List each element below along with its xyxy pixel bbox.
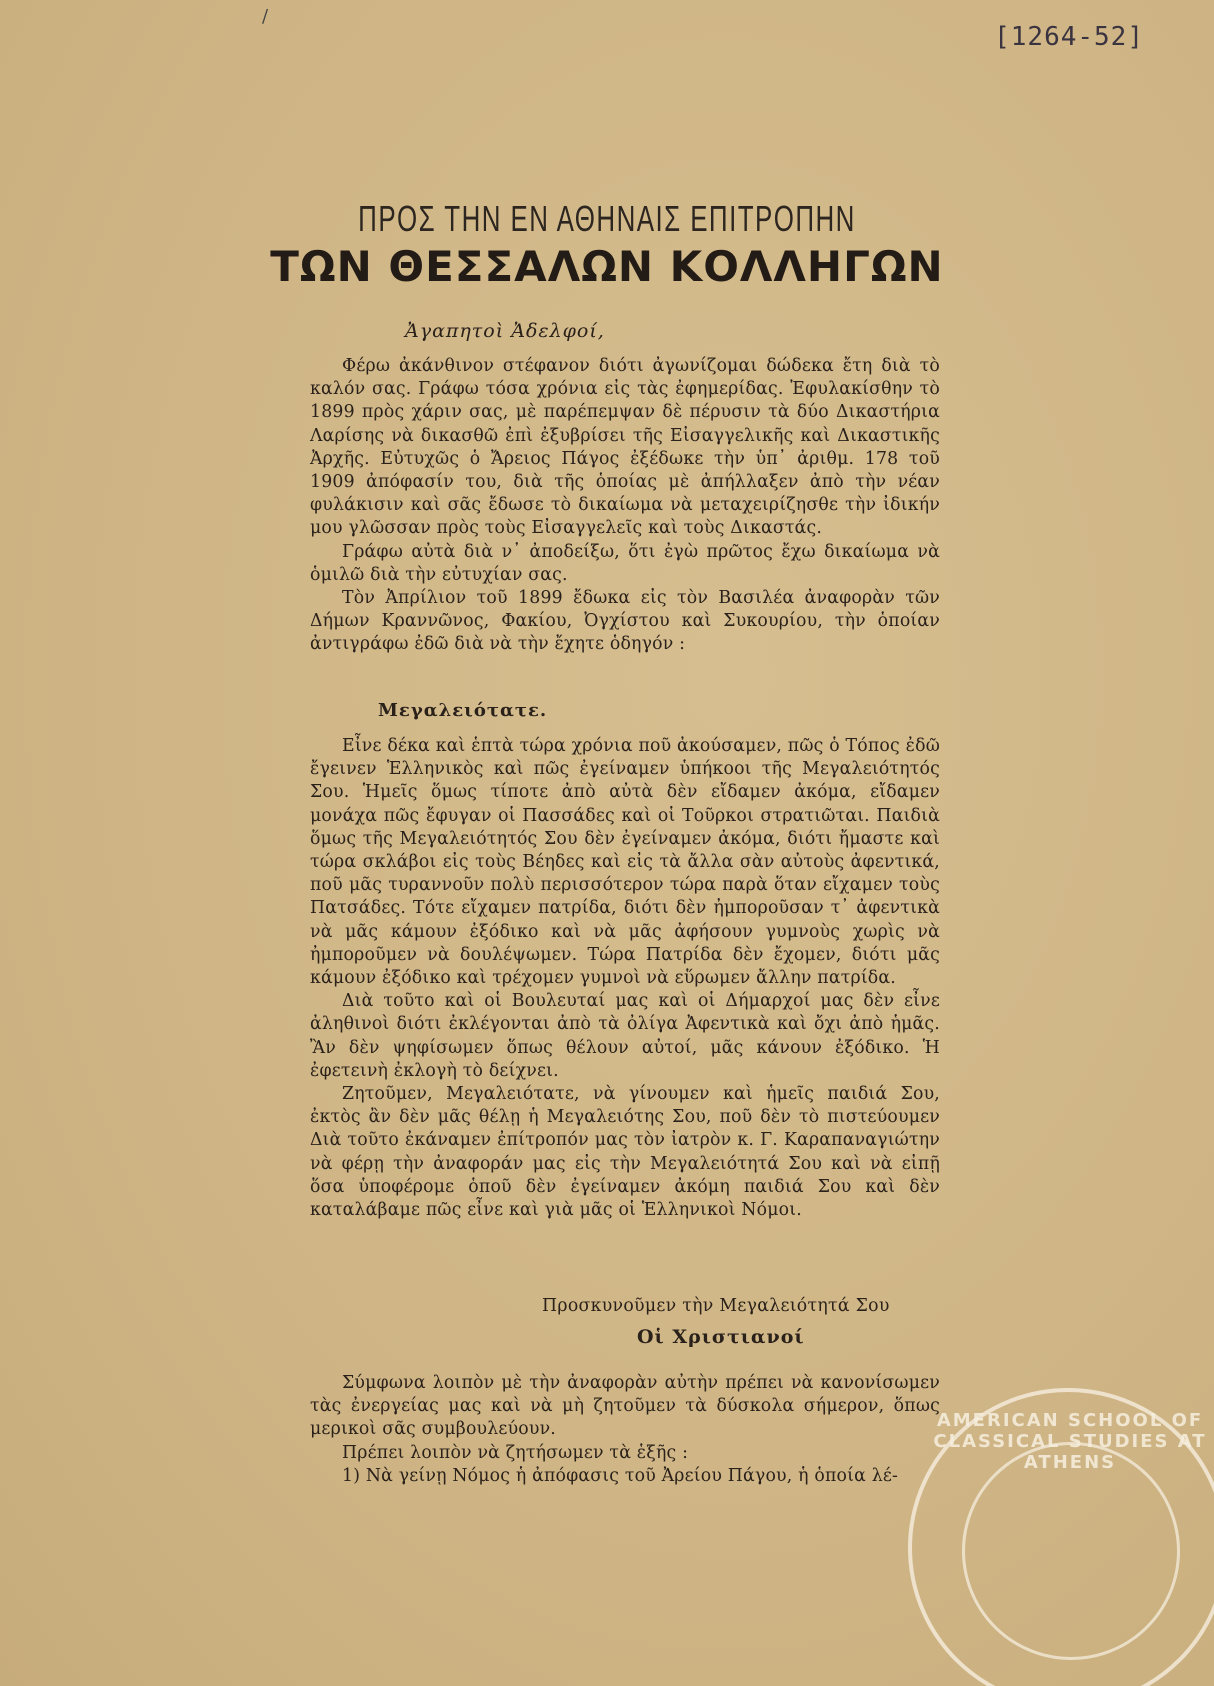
paragraph: Γράφω αὐτὰ διὰ ν᾽ ἀποδείξω, ὅτι ἐγὼ πρῶτος ἔχω δικαίωμα νὰ ὁμιλῶ διὰ τὴν εὐτυχίαν σας.: [310, 541, 940, 585]
paragraph: Φέρω ἀκάνθινον στέφανον διότι ἀγωνίζομαι δώδεκα ἔτη διὰ τὸ καλόν σας. Γράφω τόσα χρόνια εἰς τὰς ἐφημερίδας. Ἐφυλακίσθην τὸ 1899 πρὸς χάριν σας, μὲ παρέπεμψαν δὲ πέρυσιν τὰ δύο Δικαστήρια Λαρίσης νὰ δικασθῶ ἐπὶ ἐξυβρίσει τῆς Εἰσαγγελικῆς καὶ Δικαστικῆς Ἀρχῆς. Εὐτυχῶς ὁ Ἄρειος Πάγος ἐξέδωκε τὴν ὑπ᾽ ἀριθμ. 178 τοῦ 1909 ἀπόφασίν του, διὰ τῆς ὁποίας μὲ ἀπήλλαξεν ἀπὸ τὴν νέαν φυλάκισιν καὶ σᾶς ἔδωσε τὸ δικαίωμα νὰ μεταχειρίζησθε τὴν ἰδικήν μου γλῶσσαν πρὸς τοὺς Εἰσαγγελεῖς καὶ τοὺς Δικαστάς.: [310, 356, 940, 539]
paragraph: Εἶνε δέκα καὶ ἑπτὰ τώρα χρόνια ποῦ ἀκούσαμεν, πῶς ὁ Τόπος ἐδῶ ἔγεινεν Ἑλληνικὸς καὶ πῶς ἐγείναμεν ὑπήκοοι τῆς Μεγαλειότητός Σου. Ἡμεῖς ὅμως τίποτε ἀπὸ αὐτὰ δὲν εἴδαμεν ἀκόμα, εἴδαμεν μονάχα πῶς ἔφυγαν οἱ Πασσάδες καὶ οἱ Τοῦρκοι στρατιῶται. Παιδιὰ ὅμως τῆς Μεγαλειότητός Σου δὲν ἐγείναμεν ἀκόμα, διότι ἤμαστε καὶ τώρα σκλάβοι εἰς τοὺς Βέηδες καὶ εἰς τὰ ἄλλα σὰν αὐτοὺς ἀφεντικά, ποῦ μᾶς τυραννοῦν πολὺ περισσότερον τώρα παρὰ ὅταν εἴχαμεν τοὺς Πατσάδες. Τότε εἴχαμεν πατρίδα, διότι δὲν ἠμποροῦσαν τ᾽ ἀφεντικὰ νὰ μᾶς κάμουν ἐξόδικο καὶ νὰ μᾶς ἀφήσουν γυμνοὺς χωρὶς νὰ ἠμποροῦμεν νὰ δουλέψωμεν. Τώρα Πατρίδα δὲν ἔχομεν, διότι μᾶς κάμουν ἐξόδικο καὶ τρέχομεν γυμνοὶ νὰ εὕρωμεν ἄλλην πατρίδα.: [310, 736, 940, 989]
library-stamp: [908, 1388, 1214, 1686]
archive-reference: [1264-52]: [994, 22, 1144, 52]
paragraph: 1) Νὰ γείνῃ Νόμος ἡ ἀπόφασις τοῦ Ἀρείου Πάγου, ἡ ὁποία λέ-: [342, 1465, 899, 1486]
signature: Οἱ Χριστιανοί: [637, 1326, 805, 1348]
after-text: [310, 1372, 940, 1488]
petition-text: [310, 735, 940, 1222]
title-line-1: ΠΡΟΣ ΤΗΝ ΕΝ ΑΘΗΝΑΙΣ ΕΠΙΤΡΟΠΗΝ: [358, 198, 856, 239]
paragraph: Τὸν Ἀπρίλιον τοῦ 1899 ἔδωκα εἰς τὸν Βασιλέα ἀναφορὰν τῶν Δήμων Κραννῶνος, Φακίου, Ὀγχίστου καὶ Συκουρίου, τὴν ὁποίαν ἀντιγράφω ἐδῶ διὰ νὰ τὴν ἔχητε ὁδηγόν :: [310, 588, 940, 655]
salutation: Ἀγαπητοὶ Ἀδελφοί,: [405, 320, 605, 342]
title-line-2: ΤΩΝ ΘΕΣΣΑΛΩΝ ΚΟΛΛΗΓΩΝ: [270, 242, 944, 291]
closing-line: Προσκυνοῦμεν τὴν Μεγαλειότητά Σου: [542, 1296, 890, 1316]
paragraph: Διὰ τοῦτο καὶ οἱ Βουλευταί μας καὶ οἱ Δήμαρχοί μας δὲν εἶνε ἀληθινοὶ διότι ἐκλέγονται ἀπὸ τὰ ὀλίγα Ἀφεντικὰ καὶ ὄχι ἀπὸ ἡμᾶς. Ἂν δὲν ψηφίσωμεν ὅπως θέλουν αὐτοί, μᾶς κάνουν ἐξόδικο. Ἡ ἐφετεινὴ ἐκλογὴ τὸ δείχνει.: [310, 991, 940, 1081]
paragraph: Ζητοῦμεν, Μεγαλειότατε, νὰ γίνουμεν καὶ ἡμεῖς παιδιά Σου, ἐκτὸς ἂν δὲν μᾶς θέλῃ ἡ Μεγαλειότης Σου, ποῦ δὲν τὸ πιστεύουμεν Διὰ τοῦτο ἐκάναμεν ἐπίτροπόν μας τὸν ἰατρὸν κ. Γ. Καραπαναγιώτην νὰ φέρῃ τὴν ἀναφοράν μας εἰς τὴν Μεγαλειότητά Σου καὶ νὰ εἰπῇ ὅσα ὑποφέρομε ὁποῦ δὲν ἐγείναμεν ἀκόμη παιδιά Σου καὶ δὲν καταλάβαμε πῶς εἶνε καὶ γιὰ μᾶς οἱ Ἑλληνικοὶ Νόμοι.: [310, 1084, 940, 1221]
paragraph: Πρέπει λοιπὸν νὰ ζητήσωμεν τὰ ἑξῆς :: [342, 1442, 689, 1463]
petition-heading: Μεγαλειότατε.: [378, 700, 548, 721]
intro-text: [310, 355, 940, 657]
paragraph: Σύμφωνα λοιπὸν μὲ τὴν ἀναφορὰν αὐτὴν πρέπει νὰ κανονίσωμεν τὰς ἐνεργείας μας καὶ νὰ μὴ ζητοῦμεν τὰ δύσκολα σήμερον, ὅπως μερικοὶ σᾶς συμβουλεύουν.: [310, 1373, 940, 1440]
stamp-text: AMERICAN SCHOOL OF CLASSICAL STUDIES AT ATHENS: [933, 1410, 1207, 1473]
stamp-inner-ring: [962, 1442, 1180, 1660]
pen-mark: /: [262, 6, 269, 27]
